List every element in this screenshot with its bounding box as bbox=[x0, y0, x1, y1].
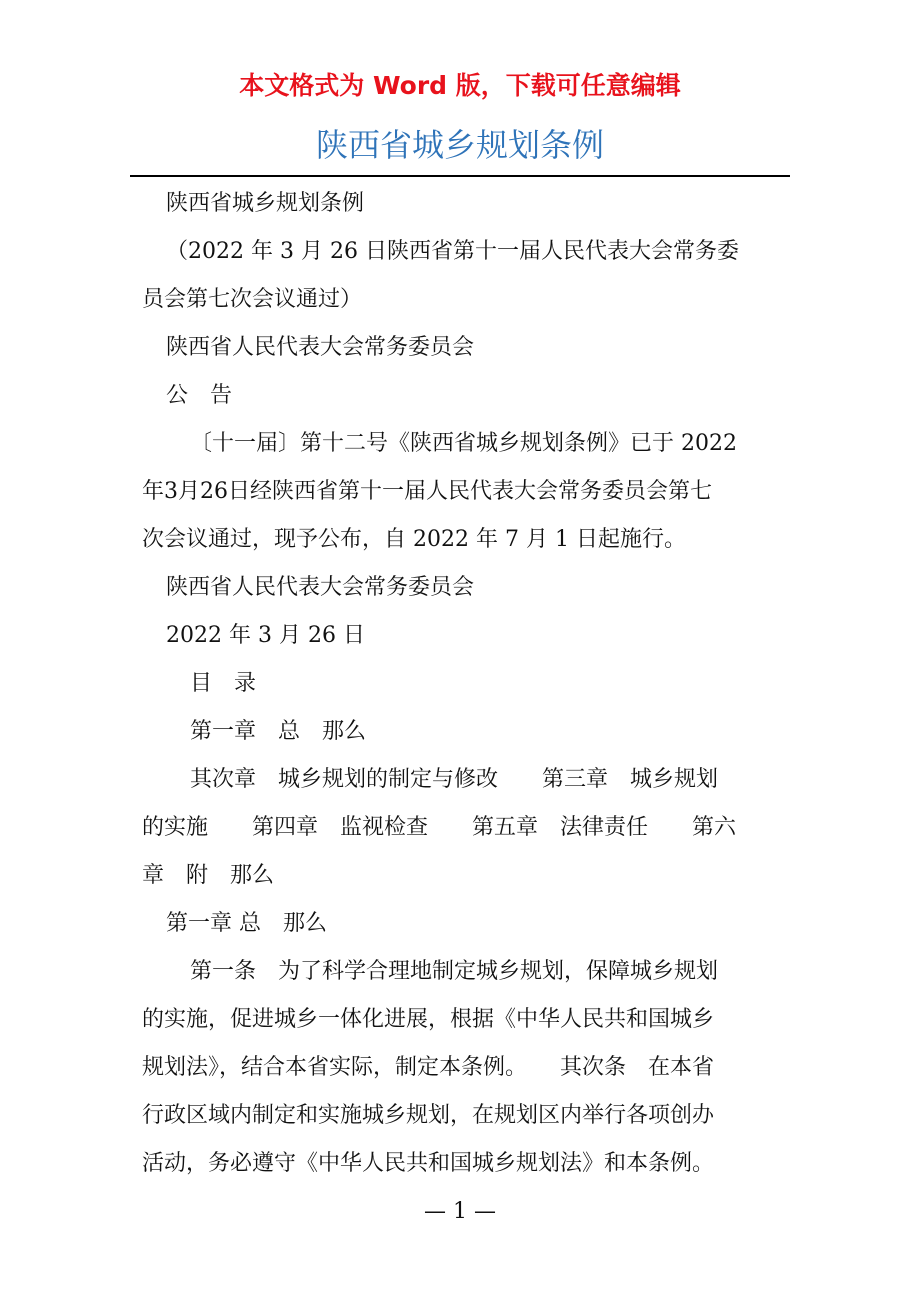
body-line: 规划法》，结合本省实际，制定本条例。 其次条 在本省 bbox=[142, 1055, 715, 1080]
body-line: 第一章 总 那么 bbox=[190, 719, 367, 744]
body-line: 的实施，促进城乡一体化进展，根据《中华人民共和国城乡 bbox=[142, 1007, 715, 1032]
body-line: 行政区域内制定和实施城乡规划，在规划区内举行各项创办 bbox=[142, 1103, 715, 1128]
document-body bbox=[142, 180, 782, 1188]
body-line: 陕西省城乡规划条例 bbox=[166, 191, 365, 216]
body-line: 公 告 bbox=[166, 383, 233, 408]
body-line: 目 录 bbox=[190, 671, 257, 696]
body-line: 其次章 城乡规划的制定与修改 第三章 城乡规划 bbox=[190, 767, 719, 792]
body-line: 年3月26日经陕西省第十一届人民代表大会常务委员会第七 bbox=[142, 479, 712, 504]
body-line: 2022 年 3 月 26 日 bbox=[166, 623, 365, 648]
body-line: 陕西省人民代表大会常务委员会 bbox=[166, 335, 475, 360]
body-line: 〔十一届〕第十二号《陕西省城乡规划条例》已于 2022 bbox=[190, 431, 737, 456]
body-line: 活动，务必遵守《中华人民共和国城乡规划法》和本条例。 bbox=[142, 1151, 715, 1176]
download-banner: 本文格式为 Word 版，下载可任意编辑 bbox=[239, 71, 681, 100]
body-line: 陕西省人民代表大会常务委员会 bbox=[166, 575, 475, 600]
body-line: 员会第七次会议通过） bbox=[142, 287, 363, 312]
document-title: 陕西省城乡规划条例 bbox=[315, 126, 604, 164]
body-line: （2022 年 3 月 26 日陕西省第十一届人民代表大会常务委 bbox=[166, 239, 739, 264]
page-number: — 1 — bbox=[424, 1199, 496, 1224]
body-line: 章 附 那么 bbox=[142, 863, 275, 888]
body-line: 第一条 为了科学合理地制定城乡规划，保障城乡规划 bbox=[190, 959, 719, 984]
body-line: 第一章 总 那么 bbox=[166, 911, 327, 936]
body-line: 次会议通过，现予公布，自 2022 年 7 月 1 日起施行。 bbox=[142, 527, 686, 552]
body-line: 的实施 第四章 监视检查 第五章 法律责任 第六 bbox=[142, 815, 737, 840]
title-divider bbox=[130, 175, 790, 177]
